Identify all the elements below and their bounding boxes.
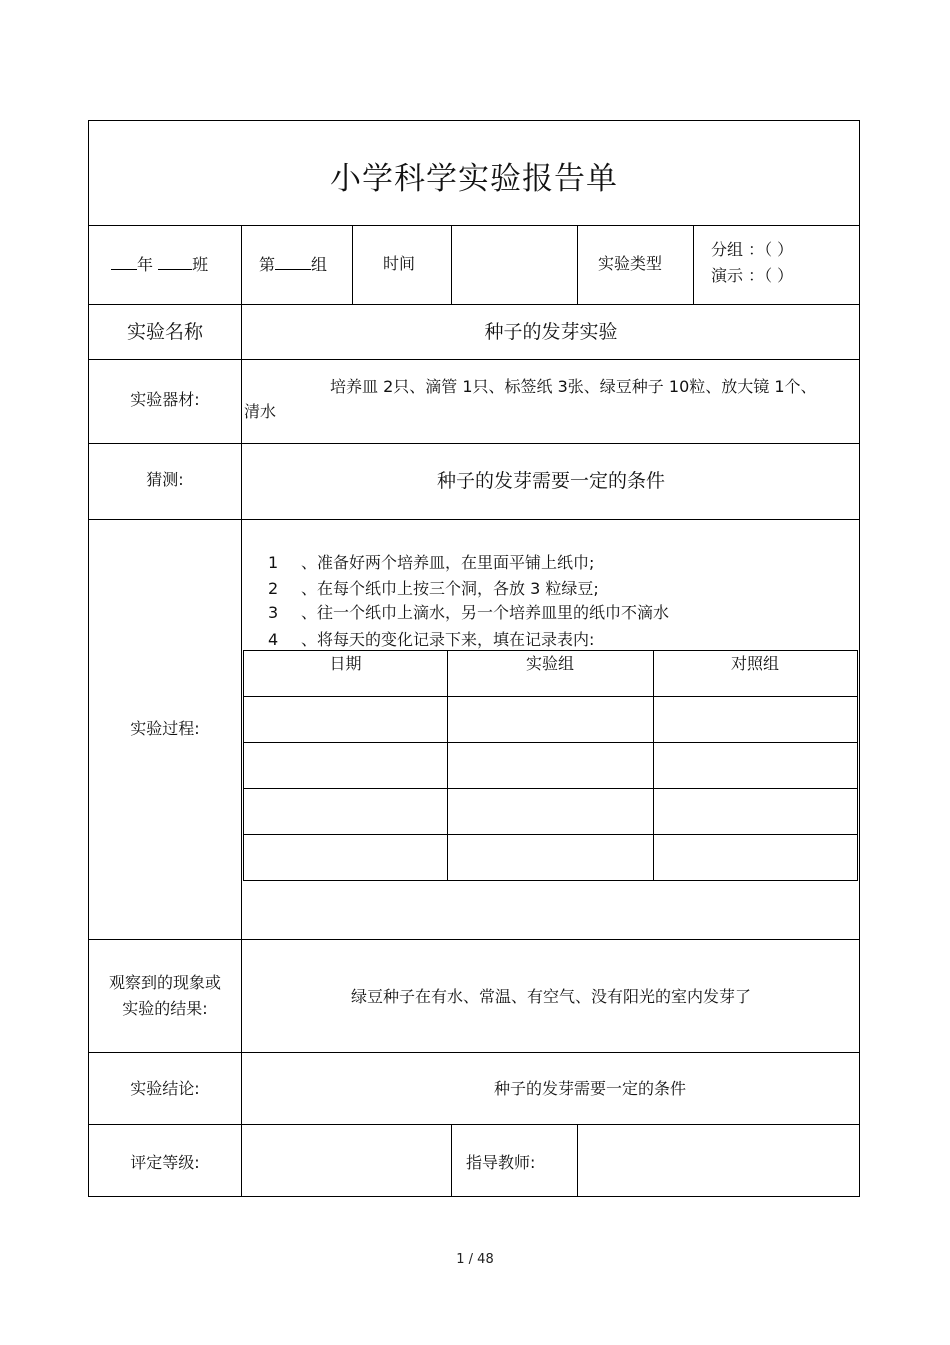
conclusion-value: 种子的发芽需要一定的条件 bbox=[494, 1079, 687, 1098]
col-divider bbox=[451, 1124, 452, 1197]
year-suffix: 年 bbox=[137, 255, 154, 274]
step-text: 、在每个纸巾上按三个洞，各放 3 粒绿豆; bbox=[301, 579, 599, 598]
class-blank bbox=[158, 253, 192, 270]
row-divider bbox=[89, 939, 859, 940]
table-header-date: 日期 bbox=[329, 654, 362, 673]
row-divider bbox=[89, 1052, 859, 1053]
observation-value: 绿豆种子在有水、常温、有空气、没有阳光的室内发芽了 bbox=[350, 987, 751, 1006]
step-text: 、往一个纸巾上滴水，另一个培养皿里的纸巾不滴水 bbox=[301, 603, 670, 622]
experiment-name-label: 实验名称 bbox=[126, 321, 203, 343]
row-divider bbox=[89, 519, 859, 520]
label-column-divider bbox=[241, 304, 242, 1197]
group-prefix: 第 bbox=[259, 255, 276, 274]
conclusion-label: 实验结论: bbox=[130, 1079, 200, 1098]
page-number: 1 / 48 bbox=[456, 1252, 494, 1267]
col-divider bbox=[352, 225, 353, 304]
col-divider bbox=[451, 225, 452, 304]
row-divider bbox=[89, 1124, 859, 1125]
col-divider bbox=[241, 225, 242, 304]
process-label: 实验过程: bbox=[130, 719, 200, 738]
table-header-control: 对照组 bbox=[730, 654, 779, 673]
step-number: 2 bbox=[268, 579, 279, 598]
table-row-divider bbox=[244, 742, 857, 743]
time-label: 时间 bbox=[383, 254, 416, 273]
table-row-divider bbox=[244, 788, 857, 789]
col-divider bbox=[693, 225, 694, 304]
table-col-divider bbox=[447, 651, 448, 880]
row-divider bbox=[89, 225, 859, 226]
group-number-field[interactable] bbox=[259, 253, 327, 276]
grade-class-field[interactable] bbox=[111, 253, 208, 276]
row-divider bbox=[89, 443, 859, 444]
step-number: 4 bbox=[268, 630, 279, 649]
page-title: 小学科学实验报告单 bbox=[330, 161, 618, 197]
group-suffix: 组 bbox=[311, 255, 328, 274]
guess-label: 猜测: bbox=[146, 470, 184, 489]
step-number: 1 bbox=[268, 553, 279, 572]
table-header-experimental: 实验组 bbox=[525, 654, 574, 673]
equipment-line-1: 培养皿 2只、滴管 1只、标签纸 3张、绿豆种子 10粒、放大镜 1个、 bbox=[330, 377, 817, 396]
type-label: 实验类型 bbox=[598, 254, 663, 273]
step-text: 、准备好两个培养皿，在里面平铺上纸巾; bbox=[301, 553, 595, 572]
type-option-group[interactable]: 分组 ：（ ） bbox=[711, 240, 794, 259]
table-col-divider bbox=[653, 651, 654, 880]
grade-label: 评定等级: bbox=[130, 1153, 200, 1172]
row-divider bbox=[89, 359, 859, 360]
step-number: 3 bbox=[268, 603, 279, 622]
equipment-label: 实验器材: bbox=[130, 390, 200, 409]
class-suffix: 班 bbox=[192, 255, 209, 274]
guess-value: 种子的发芽需要一定的条件 bbox=[436, 470, 665, 492]
report-sheet bbox=[88, 120, 860, 1197]
record-table bbox=[243, 650, 858, 881]
table-row-divider bbox=[244, 834, 857, 835]
table-row-divider bbox=[244, 696, 857, 697]
observation-label-line-2: 实验的结果: bbox=[122, 999, 208, 1018]
teacher-label: 指导教师: bbox=[466, 1153, 536, 1172]
step-text: 、将每天的变化记录下来，填在记录表内: bbox=[301, 630, 595, 649]
year-blank bbox=[111, 253, 137, 270]
type-option-demo[interactable]: 演示 ：（ ） bbox=[711, 266, 794, 285]
observation-label-line-1: 观察到的现象或 bbox=[108, 973, 221, 992]
equipment-line-2: 清水 bbox=[244, 402, 277, 421]
group-blank bbox=[275, 253, 311, 270]
col-divider bbox=[577, 1124, 578, 1197]
col-divider bbox=[577, 225, 578, 304]
row-divider bbox=[89, 304, 859, 305]
experiment-name-value: 种子的发芽实验 bbox=[484, 321, 618, 343]
